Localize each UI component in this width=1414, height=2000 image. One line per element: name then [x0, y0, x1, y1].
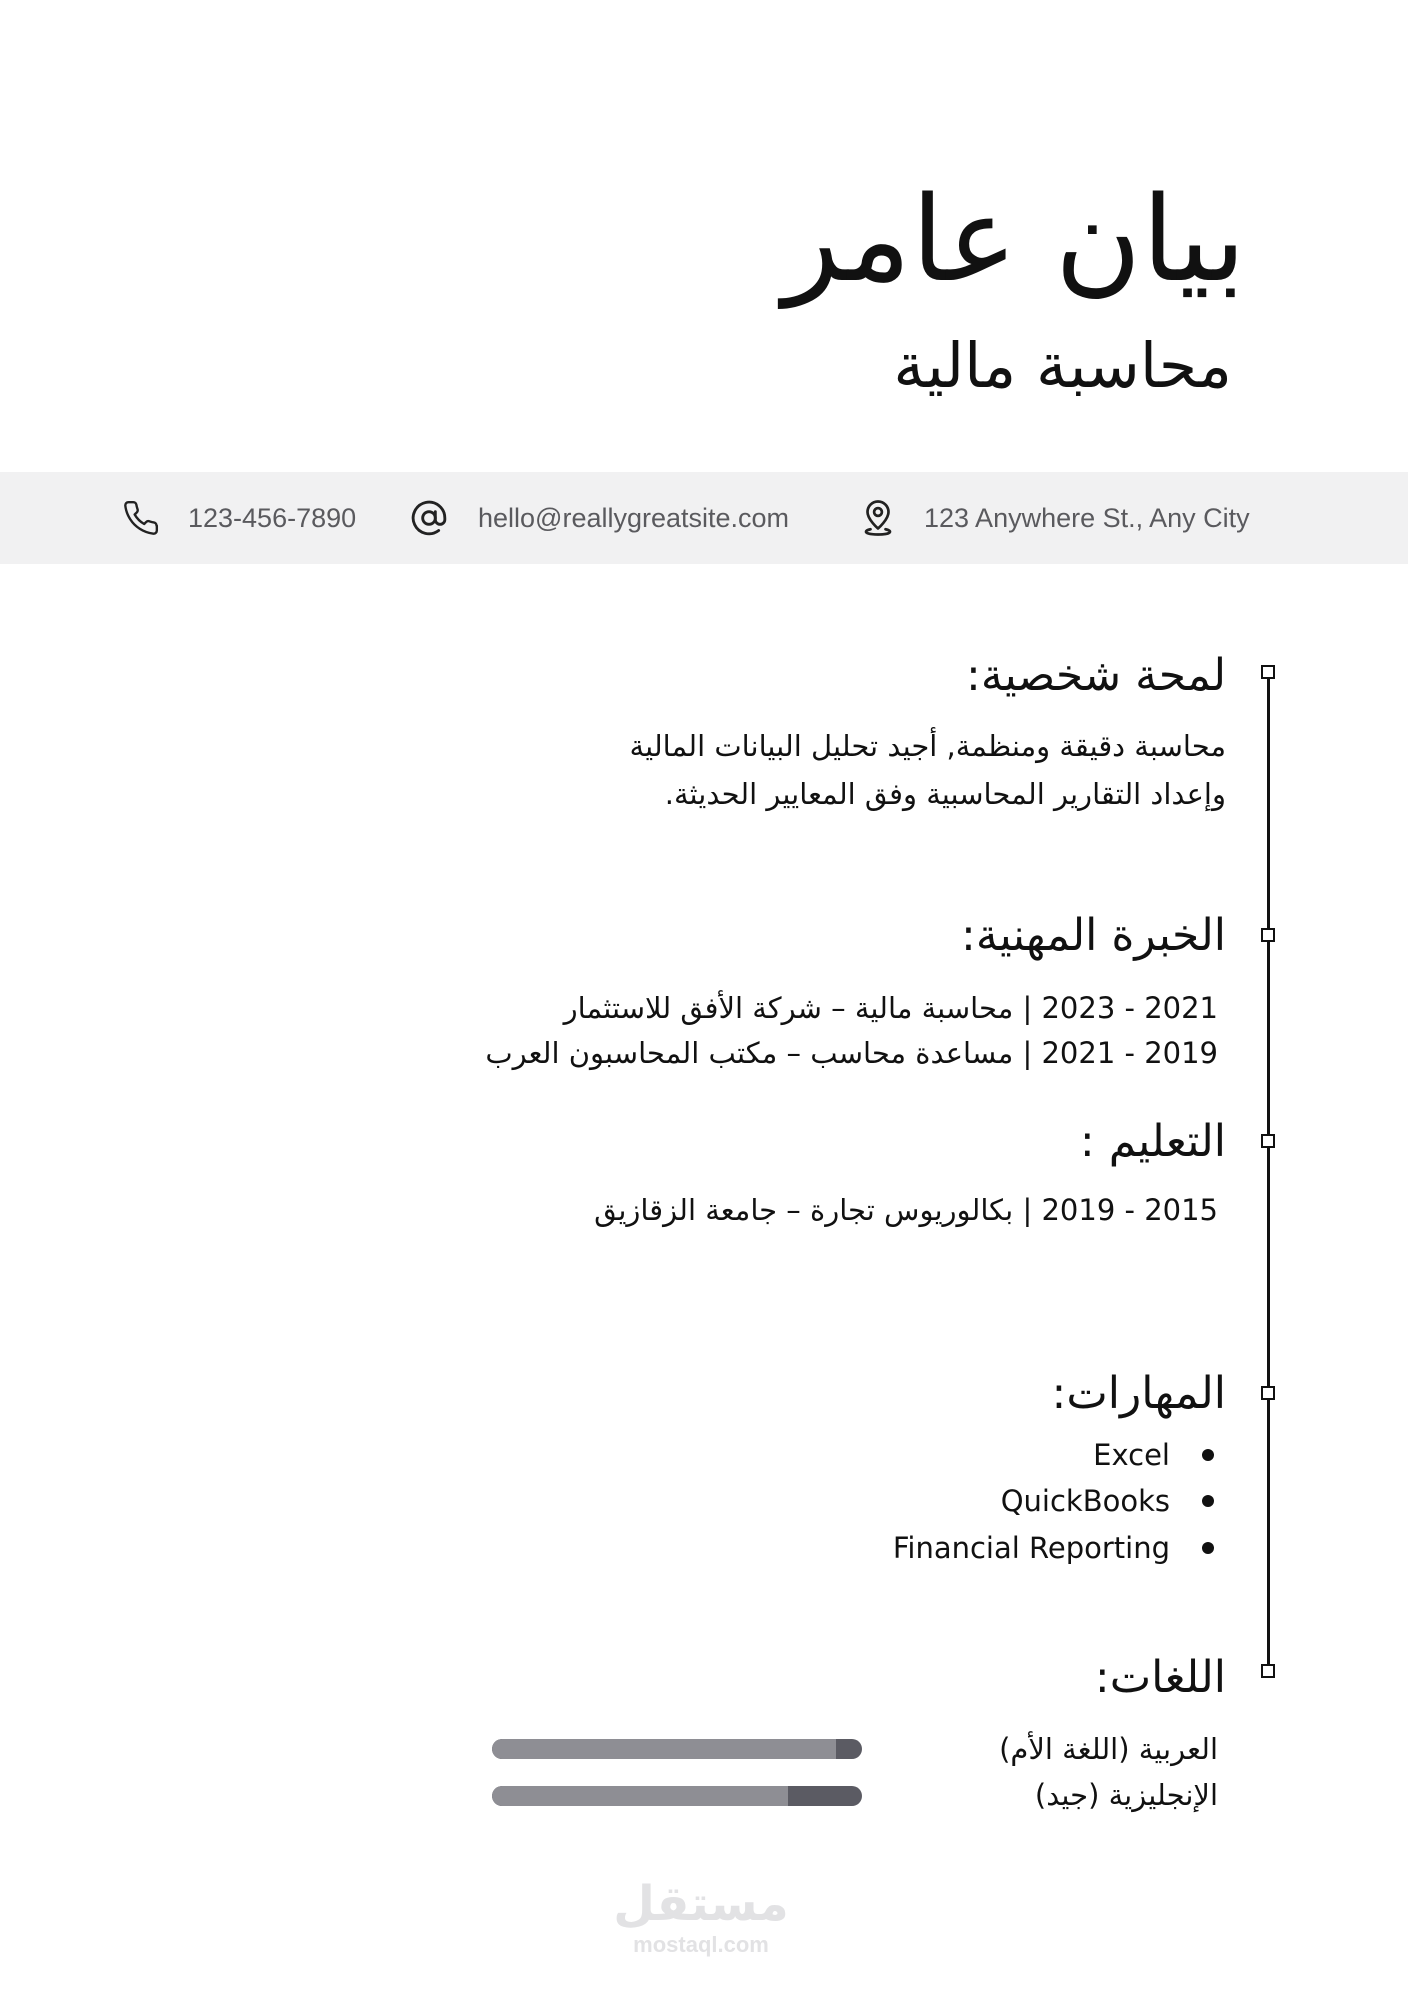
languages-heading: اللغات:	[1094, 1652, 1226, 1703]
experience-item	[563, 991, 1218, 1025]
contact-email	[410, 472, 789, 564]
contact-phone	[122, 472, 356, 564]
experience-role: مساعدة محاسب – مكتب المحاسبون العرب	[485, 1036, 1014, 1070]
job-title: محاسبة مالية	[893, 329, 1232, 402]
phone-number: 123-456-7890	[188, 502, 357, 533]
experience-heading: الخبرة المهنية:	[961, 910, 1226, 961]
timeline-line	[1267, 670, 1270, 1675]
watermark-arabic: مستقل	[613, 1876, 789, 1932]
map-pin-icon	[860, 498, 896, 538]
skill-item	[1001, 1484, 1214, 1518]
experience-years: 2021 - 2019	[1041, 1036, 1218, 1070]
timeline-node-experience	[1261, 928, 1275, 942]
bullet-icon	[1202, 1495, 1214, 1507]
watermark-logo	[606, 1876, 796, 1958]
experience-years: 2023 - 2021	[1041, 991, 1218, 1025]
bullet-icon	[1202, 1542, 1214, 1554]
at-sign-icon	[410, 499, 448, 537]
profile-heading: لمحة شخصية:	[966, 650, 1226, 701]
experience-role: محاسبة مالية – شركة الأفق للاستثمار	[563, 991, 1014, 1025]
education-degree: بكالوريوس تجارة – جامعة الزقازيق	[594, 1193, 1014, 1227]
language-level-bar	[492, 1786, 862, 1806]
skill-item	[1093, 1438, 1214, 1472]
profile-text: محاسبة دقيقة ومنظمة, أجيد تحليل البيانات المالية وإعداد التقارير المحاسبية وفق المعايير الحديثة.	[629, 729, 1226, 811]
bullet-icon	[1202, 1449, 1214, 1461]
email-address: hello@reallygreatsite.com	[478, 502, 790, 533]
experience-separator: |	[1022, 1036, 1033, 1070]
contact-address	[860, 472, 1250, 564]
language-label: العربية (اللغة الأم)	[999, 1732, 1218, 1766]
language-level-bar	[492, 1739, 862, 1759]
education-item	[594, 1193, 1218, 1227]
language-level-fill	[492, 1786, 788, 1806]
candidate-name: بيان عامر	[782, 170, 1246, 308]
language-level-fill	[492, 1739, 836, 1759]
education-years: 2019 - 2015	[1041, 1193, 1218, 1227]
skills-heading: المهارات:	[1051, 1368, 1226, 1419]
experience-separator: |	[1022, 991, 1033, 1025]
experience-item	[485, 1036, 1218, 1070]
address-text: 123 Anywhere St., Any City	[924, 502, 1250, 533]
timeline-node-education	[1261, 1134, 1275, 1148]
language-label: الإنجليزية (جيد)	[1034, 1778, 1218, 1812]
skill-label: Excel	[1093, 1438, 1170, 1472]
contact-bar	[0, 472, 1408, 564]
skill-label: Financial Reporting	[892, 1531, 1170, 1565]
watermark-url: mostaql.com	[633, 1932, 769, 1957]
timeline-node-skills	[1261, 1386, 1275, 1400]
timeline-node-languages	[1261, 1664, 1275, 1678]
education-heading: التعليم :	[1079, 1116, 1226, 1167]
skill-item	[893, 1531, 1214, 1565]
education-separator: |	[1022, 1193, 1033, 1227]
skill-label: QuickBooks	[1000, 1484, 1170, 1518]
phone-icon	[122, 499, 160, 537]
timeline-node-profile	[1261, 665, 1275, 679]
